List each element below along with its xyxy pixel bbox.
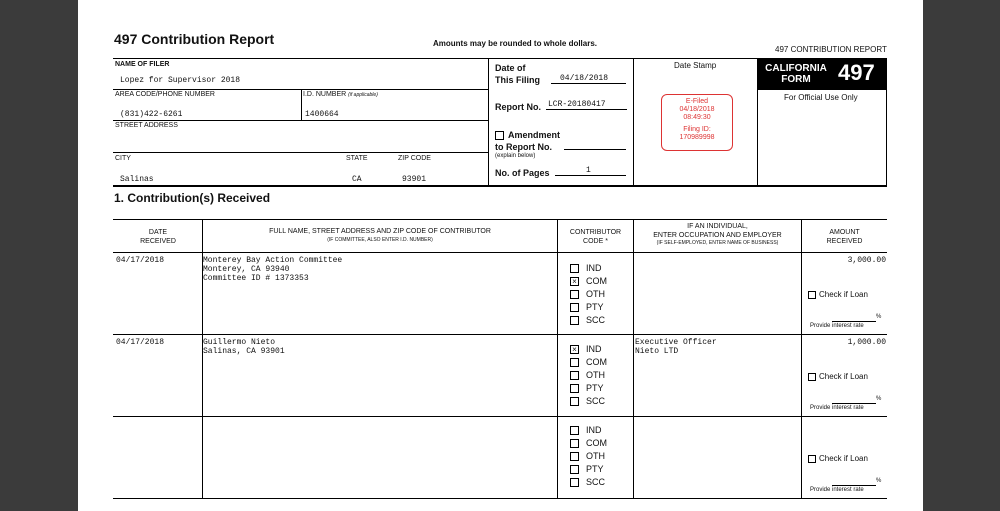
rounding-note: Amounts may be rounded to whole dollars. bbox=[433, 39, 598, 48]
phone-label: AREA CODE/PHONE NUMBER bbox=[115, 91, 215, 98]
code-oth[interactable]: OTH bbox=[570, 450, 605, 462]
date-stamp-label: Date Stamp bbox=[674, 61, 717, 70]
filer-name: Lopez for Supervisor 2018 bbox=[120, 76, 241, 85]
form-page bbox=[78, 0, 923, 511]
code-ind[interactable]: IND bbox=[570, 424, 602, 436]
col-amount-header: AMOUNT RECEIVED bbox=[826, 229, 863, 245]
row-date: 04/17/2018 bbox=[116, 256, 165, 265]
report-no: LCR-20180417 bbox=[548, 100, 606, 109]
interest-label: Provide interest rate bbox=[810, 323, 864, 329]
interest-label: Provide interest rate bbox=[810, 405, 864, 411]
code-com[interactable]: COM bbox=[570, 356, 607, 368]
row-amount: 1,000.00 bbox=[847, 338, 886, 347]
code-pty[interactable]: PTY bbox=[570, 463, 604, 475]
row-contributor: Guillermo Nieto Salinas, CA 93901 bbox=[203, 338, 285, 356]
filer-phone: (831)422-6261 bbox=[120, 110, 183, 119]
interest-label: Provide interest rate bbox=[810, 487, 864, 493]
code-ind[interactable]: IND bbox=[570, 262, 602, 274]
loan-checkbox[interactable]: Check if Loan bbox=[808, 372, 868, 381]
col-code-header: CONTRIBUTOR CODE * bbox=[569, 229, 622, 245]
form-label-top: 497 CONTRIBUTION REPORT bbox=[775, 45, 887, 54]
official-use-label: For Official Use Only bbox=[784, 93, 858, 102]
street-label: STREET ADDRESS bbox=[115, 122, 178, 129]
pages-label: No. of Pages bbox=[495, 168, 550, 178]
code-pty[interactable]: PTY bbox=[570, 382, 604, 394]
code-scc[interactable]: SCC bbox=[570, 314, 605, 326]
form-title: 497 Contribution Report bbox=[114, 31, 275, 47]
col-occupation-header: IF AN INDIVIDUAL, ENTER OCCUPATION AND EMPLOYER (IF SELF-EMPLOYED, ENTER NAME OF BUSINESS) bbox=[653, 223, 782, 246]
code-oth[interactable]: OTH bbox=[570, 288, 605, 300]
report-no-label: Report No. bbox=[495, 102, 541, 112]
section-title: 1. Contribution(s) Received bbox=[114, 191, 271, 205]
interest-pct: % bbox=[876, 396, 882, 402]
amendment-checkbox[interactable] bbox=[495, 131, 504, 140]
filing-date: 04/18/2018 bbox=[560, 74, 609, 83]
code-scc[interactable]: SCC bbox=[570, 395, 605, 407]
row-amount: 3,000.00 bbox=[847, 256, 886, 265]
row-contributor: Monterey Bay Action Committee Monterey, CA 93940 Committee ID # 1373353 bbox=[203, 256, 343, 283]
date-of-filing-label: Date of This Filing bbox=[495, 63, 540, 85]
code-com[interactable]: COM bbox=[570, 437, 607, 449]
state-label: STATE bbox=[346, 155, 368, 162]
id-label: I.D. NUMBER (if applicable) bbox=[303, 91, 378, 98]
col-name-header: FULL NAME, STREET ADDRESS AND ZIP CODE OF CONTRIBUTOR (IF COMMITTEE, ALSO ENTER I.D. NUMBER) bbox=[269, 228, 491, 243]
code-pty[interactable]: PTY bbox=[570, 301, 604, 313]
row-occupation: Executive Officer Nieto LTD bbox=[635, 338, 717, 356]
filer-zip: 93901 bbox=[402, 175, 427, 184]
amendment-label: Amendment to Report No. bbox=[495, 130, 561, 152]
code-oth[interactable]: OTH bbox=[570, 369, 605, 381]
filer-name-label: NAME OF FILER bbox=[115, 61, 170, 68]
city-label: CITY bbox=[115, 155, 131, 162]
code-ind[interactable]: × IND bbox=[570, 343, 602, 355]
ca-form-badge: CALIFORNIA FORM 497 bbox=[758, 58, 886, 90]
interest-pct: % bbox=[876, 478, 882, 484]
filer-state: CA bbox=[352, 175, 362, 184]
row-date: 04/17/2018 bbox=[116, 338, 165, 347]
interest-pct: % bbox=[876, 314, 882, 320]
filer-city: Salinas bbox=[120, 175, 154, 184]
col-date-header: DATE RECEIVED bbox=[140, 229, 176, 245]
efiled-stamp: E-Filed 04/18/2018 08:49:30 Filing ID: 170989998 bbox=[661, 94, 733, 151]
zip-label: ZIP CODE bbox=[398, 155, 431, 162]
code-com[interactable]: × COM bbox=[570, 275, 607, 287]
loan-checkbox[interactable]: Check if Loan bbox=[808, 454, 868, 463]
loan-checkbox[interactable]: Check if Loan bbox=[808, 290, 868, 299]
amendment-note: (explain below) bbox=[495, 153, 536, 159]
code-scc[interactable]: SCC bbox=[570, 476, 605, 488]
ca-form-number: 497 bbox=[838, 60, 875, 85]
pages-count: 1 bbox=[586, 166, 591, 175]
filer-id: 1400664 bbox=[305, 110, 339, 119]
